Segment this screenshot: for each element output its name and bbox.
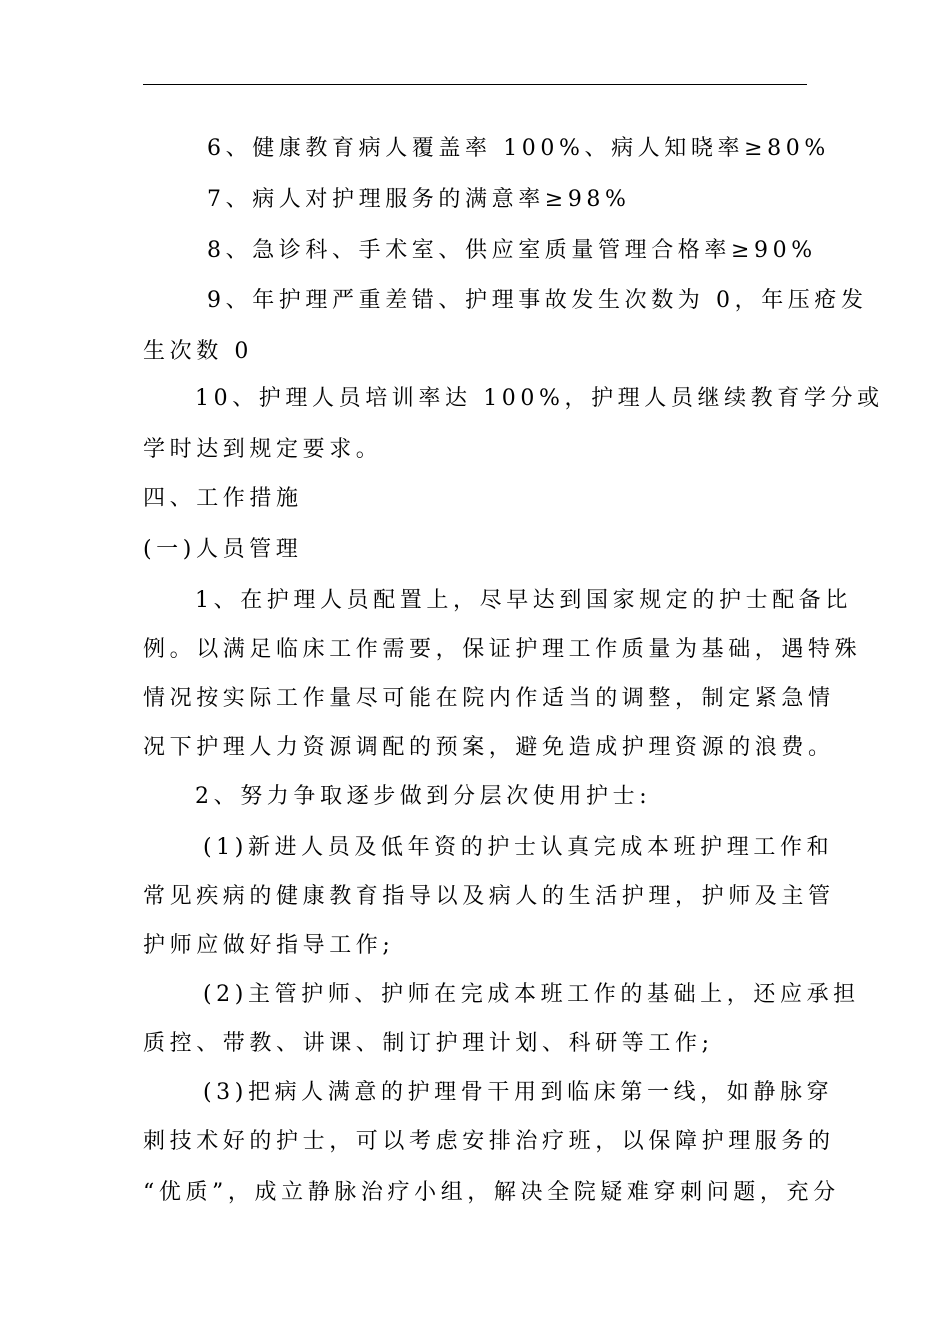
measure-1-line4: 况下护理人力资源调配的预案，避免造成护理资源的浪费。 bbox=[143, 735, 835, 760]
goal-item-10-line1: 10、护理人员培训率达 100%，护理人员继续教育学分或 bbox=[195, 386, 884, 411]
measure-2-intro: 2、努力争取逐步做到分层次使用护士: bbox=[195, 784, 652, 809]
measure-2-sub1-line3: 护师应做好指导工作; bbox=[143, 933, 395, 958]
goal-item-9-line1: 9、年护理严重差错、护理事故发生次数为 0，年压疮发 bbox=[207, 288, 868, 313]
goal-item-6: 6、健康教育病人覆盖率 100%、病人知晓率≥80% bbox=[207, 136, 830, 161]
measure-2-sub3-line2: 刺技术好的护士，可以考虑安排治疗班，以保障护理服务的 bbox=[143, 1129, 835, 1154]
section-heading: 四、工作措施 bbox=[143, 486, 303, 511]
measure-1-line3: 情况按实际工作量尽可能在院内作适当的调整，制定紧急情 bbox=[143, 686, 835, 711]
goal-item-10-line2: 学时达到规定要求。 bbox=[143, 437, 383, 462]
measure-2-sub1-line1: (1)新进人员及低年资的护士认真完成本班护理工作和 bbox=[203, 835, 834, 860]
subsection-heading: (一)人员管理 bbox=[143, 537, 303, 562]
goal-item-8: 8、急诊科、手术室、供应室质量管理合格率≥90% bbox=[207, 238, 817, 263]
measure-2-sub3-line1: (3)把病人满意的护理骨干用到临床第一线，如静脉穿 bbox=[203, 1080, 834, 1105]
measure-2-sub2-line1: (2)主管护师、护师在完成本班工作的基础上，还应承担 bbox=[203, 982, 860, 1007]
goal-item-9-line2: 生次数 0 bbox=[143, 339, 253, 364]
header-rule bbox=[143, 84, 807, 85]
measure-1-line2: 例。以满足临床工作需要，保证护理工作质量为基础，遇特殊 bbox=[143, 637, 862, 662]
measure-2-sub2-line2: 质控、带教、讲课、制订护理计划、科研等工作; bbox=[143, 1031, 714, 1056]
measure-1-line1: 1、在护理人员配置上，尽早达到国家规定的护士配备比 bbox=[195, 588, 852, 613]
measure-2-sub1-line2: 常见疾病的健康教育指导以及病人的生活护理，护师及主管 bbox=[143, 884, 835, 909]
goal-item-7: 7、病人对护理服务的满意率≥98% bbox=[207, 187, 631, 212]
measure-2-sub3-line3: “优质”，成立静脉治疗小组，解决全院疑难穿刺问题，充分 bbox=[143, 1180, 840, 1205]
